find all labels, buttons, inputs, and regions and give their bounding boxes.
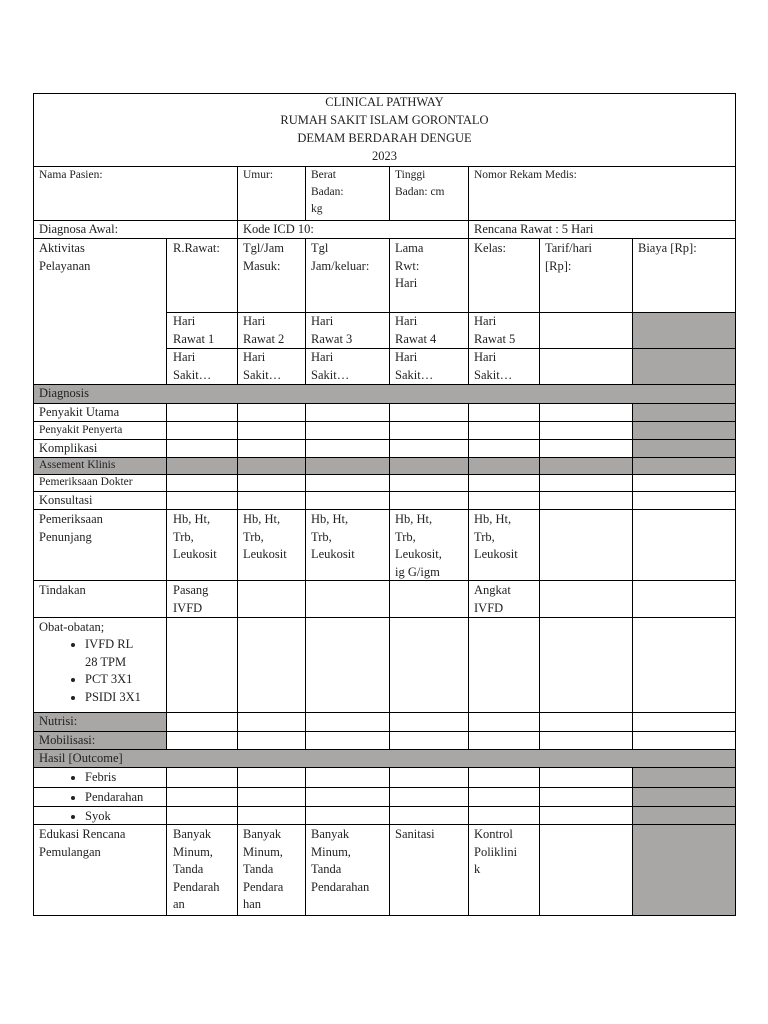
vline [539, 457, 540, 749]
border-bottom [33, 915, 736, 916]
vline [166, 403, 167, 457]
hari-sakit-3: Hari Sakit… [311, 350, 350, 382]
label-edukasi-rencana-pemulangan: Edukasi Rencana Pemulangan [39, 827, 126, 859]
vline [305, 767, 306, 915]
vline [632, 457, 633, 749]
tindakan-pasang-ivfd: Pasang IVFD [173, 583, 209, 615]
hline [33, 439, 736, 440]
hline [33, 421, 736, 422]
hari-sakit-2: Hari Sakit… [243, 350, 282, 382]
label-nama-pasien: Nama Pasien: [39, 169, 103, 181]
hari-rawat-1: Hari Rawat 1 [173, 314, 215, 346]
hline [33, 166, 736, 167]
vline [389, 403, 390, 457]
col-lama-rawat: Lama Rwt: Hari [395, 241, 424, 290]
clinical-pathway-form [33, 93, 736, 916]
outcome-item-label: Febris [85, 770, 117, 784]
hline [33, 457, 736, 458]
hline [33, 238, 736, 239]
hline [33, 384, 736, 385]
hari-sakit-1: Hari Sakit… [173, 350, 212, 382]
col-biaya: Biaya [Rp]: [638, 241, 697, 255]
label-nomor-rekam-medis: Nomor Rekam Medis: [474, 169, 577, 181]
col-kelas: Kelas: [474, 241, 506, 255]
edukasi-cell-4: Sanitasi [395, 827, 435, 841]
hline [33, 580, 736, 581]
shade-biaya-column-outcome [632, 767, 736, 916]
shade-diagnosis-row [33, 384, 736, 404]
hline [33, 220, 736, 221]
label-aktivitas-pelayanan: Aktivitas Pelayanan [39, 241, 91, 273]
obat-list [33, 636, 218, 706]
col-tgl-keluar: Tgl Jam/keluar: [311, 241, 370, 273]
edukasi-cell-1: Banyak Minum, Tanda Pendarah an [173, 827, 220, 911]
obat-item [85, 689, 218, 707]
label-konsultasi: Konsultasi [39, 493, 93, 507]
edukasi-cell-3: Banyak Minum, Tanda Pendarahan [311, 827, 370, 894]
outcome-item [85, 769, 218, 787]
penunjang-cell-5: Hb, Ht, Trb, Leukosit [474, 512, 518, 561]
vline [237, 238, 238, 384]
vline [468, 767, 469, 915]
label-umur: Umur: [243, 169, 274, 181]
hari-rawat-3: Hari Rawat 3 [311, 314, 353, 346]
outcome-syok [33, 808, 218, 826]
outcome-item [85, 789, 218, 807]
vline [389, 767, 390, 915]
obat-item [85, 671, 218, 689]
vline [632, 767, 633, 915]
vline [468, 457, 469, 749]
label-diagnosis: Diagnosis [39, 386, 89, 400]
hari-rawat-5: Hari Rawat 5 [474, 314, 516, 346]
hline [33, 403, 736, 404]
vline [305, 403, 306, 457]
vline [539, 767, 540, 915]
tindakan-angkat-ivfd: Angkat IVFD [474, 583, 511, 615]
label-assesment-klinis: Assement Klinis [39, 459, 116, 471]
hline [33, 509, 736, 510]
label-rencana-rawat: Rencana Rawat : 5 Hari [474, 222, 594, 236]
label-pemeriksaan-penunjang: Pemeriksaan Penunjang [39, 512, 103, 544]
hline [33, 787, 736, 788]
shade-assesment-row [33, 457, 736, 474]
header-hospital: RUMAH SAKIT ISLAM GORONTALO [280, 113, 489, 127]
vline [632, 238, 633, 384]
hline [33, 474, 736, 475]
vline [389, 238, 390, 384]
vline [237, 457, 238, 749]
vline [468, 403, 469, 457]
vline [237, 767, 238, 915]
outcome-pendarahan [33, 789, 218, 807]
col-tgl-masuk: Tgl/Jam Masuk: [243, 241, 284, 273]
vline [389, 166, 390, 220]
label-diagnosa-awal: Diagnosa Awal: [39, 222, 119, 236]
obat-item-label: PCT 3X1 [85, 672, 133, 686]
penunjang-cell-3: Hb, Ht, Trb, Leukosit [311, 512, 355, 561]
header-year: 2023 [372, 149, 397, 163]
vline [468, 238, 469, 384]
outcome-item [85, 808, 218, 826]
vline [632, 403, 633, 457]
vline [237, 166, 238, 238]
header-title: CLINICAL PATHWAY [325, 95, 444, 109]
vline [389, 457, 390, 749]
outcome-item-label: Syok [85, 809, 111, 823]
label-tindakan: Tindakan [39, 583, 86, 597]
vline [305, 166, 306, 220]
obat-item-label: IVFD RL 28 TPM [85, 637, 134, 669]
outcome-febris [33, 769, 218, 787]
penunjang-cell-1: Hb, Ht, Trb, Leukosit [173, 512, 217, 561]
label-mobilisasi: Mobilisasi: [39, 733, 96, 747]
hari-rawat-2: Hari Rawat 2 [243, 314, 285, 346]
label-penyakit-utama: Penyakit Utama [39, 405, 120, 419]
label-pemeriksaan-dokter: Pemeriksaan Dokter [39, 476, 133, 488]
edukasi-cell-5: Kontrol Poliklini k [474, 827, 518, 876]
label-komplikasi: Komplikasi [39, 441, 98, 455]
vline [305, 238, 306, 384]
vline [468, 166, 469, 238]
obat-item [85, 636, 218, 671]
vline [237, 403, 238, 457]
vline [166, 238, 167, 384]
penunjang-cell-2: Hb, Ht, Trb, Leukosit [243, 512, 287, 561]
hline [33, 712, 736, 713]
header-disease: DEMAM BERDARAH DENGUE [297, 131, 472, 145]
hline [33, 731, 736, 732]
hline [33, 767, 736, 768]
label-hasil-outcome: Hasil [Outcome] [39, 751, 123, 765]
hline [33, 749, 736, 750]
label-nutrisi: Nutrisi: [39, 714, 78, 728]
hline [33, 491, 736, 492]
shade-biaya-column-dx [632, 404, 736, 457]
label-obat-obatan: Obat-obatan; [39, 620, 105, 634]
penunjang-cell-4: Hb, Ht, Trb, Leukosit, ig G/igm [395, 512, 442, 579]
vline [539, 238, 540, 384]
label-kode-icd: Kode ICD 10: [243, 222, 314, 236]
label-tinggi-badan: Tinggi Badan: cm [395, 169, 445, 198]
hari-rawat-4: Hari Rawat 4 [395, 314, 437, 346]
hari-sakit-5: Hari Sakit… [474, 350, 513, 382]
outcome-item-label: Pendarahan [85, 790, 144, 804]
label-berat-badan: Berat Badan: kg [311, 169, 344, 215]
obat-item-label: PSIDI 3X1 [85, 689, 141, 704]
vline [539, 403, 540, 457]
shade-hasil-row [33, 749, 736, 767]
border-right [735, 93, 736, 916]
col-tarif: Tarif/hari [Rp]: [545, 241, 593, 273]
hari-sakit-4: Hari Sakit… [395, 350, 434, 382]
hline [33, 617, 736, 618]
label-penyakit-penyerta: Penyakit Penyerta [39, 424, 123, 436]
col-r-rawat: R.Rawat: [173, 241, 220, 255]
vline [305, 457, 306, 749]
edukasi-cell-2: Banyak Minum, Tanda Pendara han [243, 827, 284, 911]
